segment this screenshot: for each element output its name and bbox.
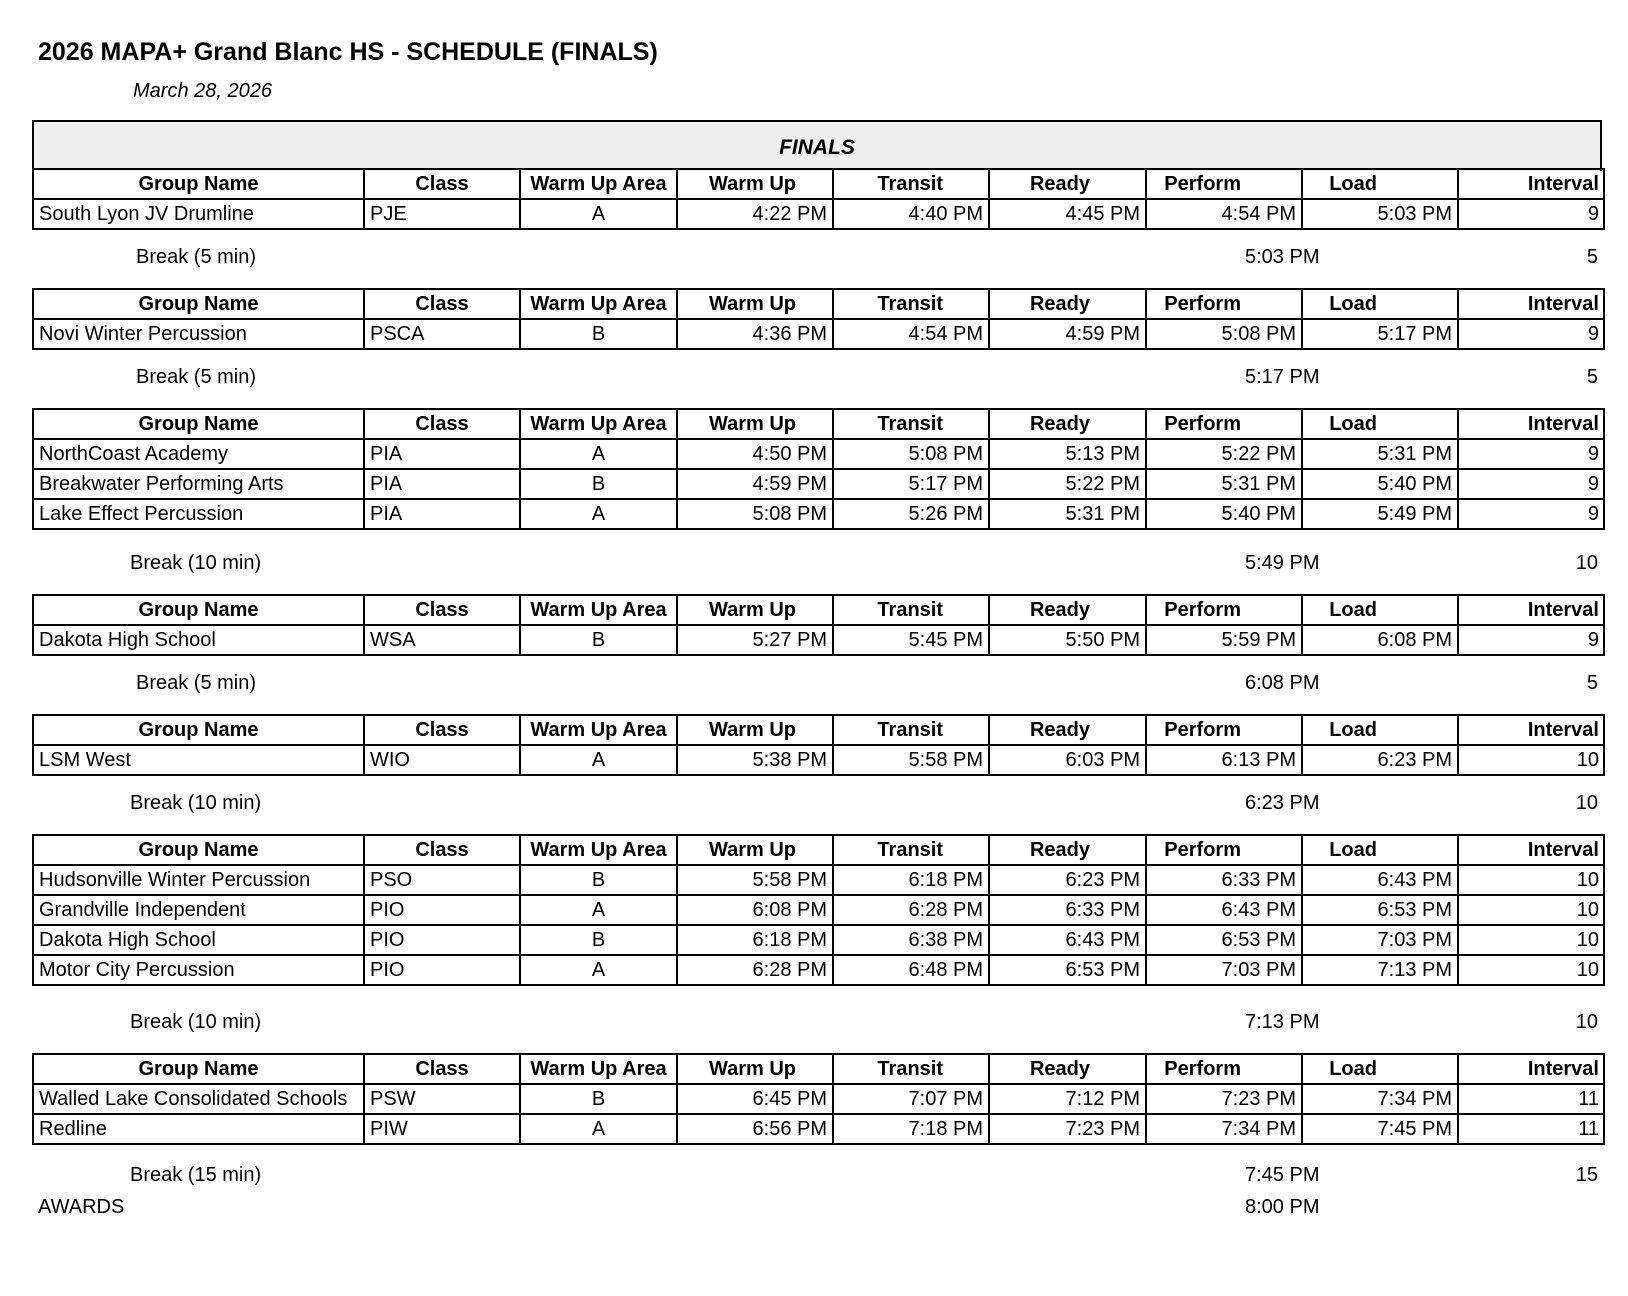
table-row bbox=[33, 895, 1604, 925]
schedule-block bbox=[32, 288, 1605, 350]
break-row bbox=[0, 792, 1628, 822]
warm-up-cell: 5:08 PM bbox=[677, 499, 833, 529]
load-cell: 5:49 PM bbox=[1302, 499, 1458, 529]
warm-up-cell: 6:08 PM bbox=[677, 895, 833, 925]
break-label: Break (10 min) bbox=[130, 1011, 262, 1033]
class-cell: PIW bbox=[364, 1114, 520, 1144]
ready-cell: 4:59 PM bbox=[989, 319, 1146, 349]
page-title: 2026 MAPA+ Grand Blanc HS - SCHEDULE (FINALS) bbox=[38, 38, 658, 66]
perform-cell: 6:43 PM bbox=[1146, 895, 1302, 925]
schedule-block bbox=[32, 168, 1605, 230]
column-header-ready: Ready bbox=[989, 595, 1146, 625]
column-header-warm-up-area: Warm Up Area bbox=[520, 595, 677, 625]
column-header-row bbox=[33, 169, 1604, 199]
warm-up-cell: 6:28 PM bbox=[677, 955, 833, 985]
table-row bbox=[33, 745, 1604, 775]
column-header-class: Class bbox=[364, 835, 520, 865]
group-name-cell: Motor City Percussion bbox=[33, 955, 364, 985]
schedule-block bbox=[32, 714, 1605, 776]
warm-up-cell: 6:45 PM bbox=[677, 1084, 833, 1114]
warm-up-cell: 4:22 PM bbox=[677, 199, 833, 229]
group-name-cell: NorthCoast Academy bbox=[33, 439, 364, 469]
schedule-block bbox=[32, 594, 1605, 656]
column-header-interval: Interval bbox=[1458, 595, 1604, 625]
break-interval: 10 bbox=[1575, 1011, 1598, 1033]
group-name-cell: Novi Winter Percussion bbox=[33, 319, 364, 349]
interval-cell: 10 bbox=[1458, 955, 1604, 985]
group-name-cell: South Lyon JV Drumline bbox=[33, 199, 364, 229]
column-header-warm-up-area: Warm Up Area bbox=[520, 1054, 677, 1084]
transit-cell: 5:58 PM bbox=[833, 745, 989, 775]
column-header-load: Load bbox=[1302, 289, 1458, 319]
ready-cell: 6:23 PM bbox=[989, 865, 1146, 895]
column-header-load: Load bbox=[1302, 835, 1458, 865]
column-header-perform: Perform bbox=[1146, 289, 1302, 319]
column-header-transit: Transit bbox=[833, 289, 989, 319]
break-interval: 10 bbox=[1575, 552, 1598, 574]
interval-cell: 11 bbox=[1458, 1084, 1604, 1114]
load-cell: 6:23 PM bbox=[1302, 745, 1458, 775]
class-cell: PSO bbox=[364, 865, 520, 895]
perform-cell: 5:31 PM bbox=[1146, 469, 1302, 499]
column-header-group-name: Group Name bbox=[33, 715, 364, 745]
break-time: 5:17 PM bbox=[1245, 366, 1320, 388]
transit-cell: 4:54 PM bbox=[833, 319, 989, 349]
load-cell: 6:43 PM bbox=[1302, 865, 1458, 895]
transit-cell: 6:18 PM bbox=[833, 865, 989, 895]
column-header-warm-up: Warm Up bbox=[677, 1054, 833, 1084]
column-header-class: Class bbox=[364, 409, 520, 439]
load-cell: 5:40 PM bbox=[1302, 469, 1458, 499]
ready-cell: 7:23 PM bbox=[989, 1114, 1146, 1144]
interval-cell: 9 bbox=[1458, 439, 1604, 469]
load-cell: 7:45 PM bbox=[1302, 1114, 1458, 1144]
perform-cell: 5:22 PM bbox=[1146, 439, 1302, 469]
perform-cell: 7:34 PM bbox=[1146, 1114, 1302, 1144]
warm-up-area-cell: A bbox=[520, 499, 677, 529]
column-header-ready: Ready bbox=[989, 1054, 1146, 1084]
break-row bbox=[0, 672, 1628, 702]
class-cell: PIA bbox=[364, 499, 520, 529]
schedule-block bbox=[32, 834, 1605, 986]
column-header-warm-up: Warm Up bbox=[677, 595, 833, 625]
column-header-warm-up: Warm Up bbox=[677, 409, 833, 439]
table-row bbox=[33, 865, 1604, 895]
group-name-cell: LSM West bbox=[33, 745, 364, 775]
column-header-transit: Transit bbox=[833, 409, 989, 439]
break-time: 7:13 PM bbox=[1245, 1011, 1320, 1033]
interval-cell: 9 bbox=[1458, 499, 1604, 529]
column-header-load: Load bbox=[1302, 595, 1458, 625]
break-row bbox=[0, 1011, 1628, 1041]
class-cell: PSW bbox=[364, 1084, 520, 1114]
awards-row bbox=[0, 1196, 1628, 1226]
column-header-transit: Transit bbox=[833, 169, 989, 199]
column-header-group-name: Group Name bbox=[33, 595, 364, 625]
perform-cell: 4:54 PM bbox=[1146, 199, 1302, 229]
ready-cell: 4:45 PM bbox=[989, 199, 1146, 229]
column-header-perform: Perform bbox=[1146, 595, 1302, 625]
column-header-transit: Transit bbox=[833, 595, 989, 625]
table-row bbox=[33, 925, 1604, 955]
ready-cell: 7:12 PM bbox=[989, 1084, 1146, 1114]
transit-cell: 5:08 PM bbox=[833, 439, 989, 469]
break-row bbox=[0, 552, 1628, 582]
interval-cell: 11 bbox=[1458, 1114, 1604, 1144]
interval-cell: 9 bbox=[1458, 199, 1604, 229]
warm-up-cell: 4:59 PM bbox=[677, 469, 833, 499]
table-row bbox=[33, 625, 1604, 655]
load-cell: 6:08 PM bbox=[1302, 625, 1458, 655]
transit-cell: 4:40 PM bbox=[833, 199, 989, 229]
transit-cell: 7:18 PM bbox=[833, 1114, 989, 1144]
ready-cell: 6:53 PM bbox=[989, 955, 1146, 985]
class-cell: PIO bbox=[364, 925, 520, 955]
warm-up-cell: 4:50 PM bbox=[677, 439, 833, 469]
column-header-row bbox=[33, 715, 1604, 745]
table-row bbox=[33, 199, 1604, 229]
break-label: Break (10 min) bbox=[130, 552, 262, 574]
break-label: Break (15 min) bbox=[130, 1164, 262, 1186]
class-cell: PIO bbox=[364, 955, 520, 985]
table-row bbox=[33, 499, 1604, 529]
warm-up-area-cell: B bbox=[520, 865, 677, 895]
column-header-load: Load bbox=[1302, 409, 1458, 439]
break-interval: 5 bbox=[1586, 672, 1598, 694]
group-name-cell: Dakota High School bbox=[33, 625, 364, 655]
class-cell: PSCA bbox=[364, 319, 520, 349]
break-interval: 5 bbox=[1586, 246, 1598, 268]
group-name-cell: Breakwater Performing Arts bbox=[33, 469, 364, 499]
awards-time: 8:00 PM bbox=[1245, 1196, 1320, 1218]
transit-cell: 5:45 PM bbox=[833, 625, 989, 655]
warm-up-cell: 5:58 PM bbox=[677, 865, 833, 895]
load-cell: 5:03 PM bbox=[1302, 199, 1458, 229]
column-header-ready: Ready bbox=[989, 715, 1146, 745]
class-cell: PIO bbox=[364, 895, 520, 925]
warm-up-cell: 5:27 PM bbox=[677, 625, 833, 655]
load-cell: 5:31 PM bbox=[1302, 439, 1458, 469]
ready-cell: 6:43 PM bbox=[989, 925, 1146, 955]
column-header-class: Class bbox=[364, 169, 520, 199]
column-header-transit: Transit bbox=[833, 1054, 989, 1084]
column-header-group-name: Group Name bbox=[33, 835, 364, 865]
group-name-cell: Grandville Independent bbox=[33, 895, 364, 925]
warm-up-area-cell: B bbox=[520, 319, 677, 349]
column-header-row bbox=[33, 289, 1604, 319]
break-time: 5:03 PM bbox=[1245, 246, 1320, 268]
table-row bbox=[33, 955, 1604, 985]
column-header-row bbox=[33, 835, 1604, 865]
break-label: Break (5 min) bbox=[136, 672, 257, 694]
finals-section-header: FINALS bbox=[32, 120, 1602, 171]
ready-cell: 6:33 PM bbox=[989, 895, 1146, 925]
group-name-cell: Dakota High School bbox=[33, 925, 364, 955]
class-cell: WIO bbox=[364, 745, 520, 775]
column-header-interval: Interval bbox=[1458, 289, 1604, 319]
table-row bbox=[33, 439, 1604, 469]
column-header-perform: Perform bbox=[1146, 169, 1302, 199]
table-row bbox=[33, 1114, 1604, 1144]
class-cell: PIA bbox=[364, 469, 520, 499]
column-header-interval: Interval bbox=[1458, 835, 1604, 865]
column-header-transit: Transit bbox=[833, 715, 989, 745]
warm-up-cell: 6:18 PM bbox=[677, 925, 833, 955]
column-header-load: Load bbox=[1302, 715, 1458, 745]
column-header-warm-up-area: Warm Up Area bbox=[520, 835, 677, 865]
break-row bbox=[0, 366, 1628, 396]
perform-cell: 5:08 PM bbox=[1146, 319, 1302, 349]
column-header-interval: Interval bbox=[1458, 1054, 1604, 1084]
break-label: Break (5 min) bbox=[136, 366, 257, 388]
column-header-perform: Perform bbox=[1146, 715, 1302, 745]
interval-cell: 9 bbox=[1458, 469, 1604, 499]
column-header-warm-up-area: Warm Up Area bbox=[520, 289, 677, 319]
ready-cell: 5:22 PM bbox=[989, 469, 1146, 499]
group-name-cell: Hudsonville Winter Percussion bbox=[33, 865, 364, 895]
warm-up-cell: 5:38 PM bbox=[677, 745, 833, 775]
perform-cell: 5:59 PM bbox=[1146, 625, 1302, 655]
table-row bbox=[33, 1084, 1604, 1114]
column-header-transit: Transit bbox=[833, 835, 989, 865]
transit-cell: 5:26 PM bbox=[833, 499, 989, 529]
break-interval: 5 bbox=[1586, 366, 1598, 388]
column-header-ready: Ready bbox=[989, 289, 1146, 319]
break-time: 6:23 PM bbox=[1245, 792, 1320, 814]
interval-cell: 10 bbox=[1458, 895, 1604, 925]
column-header-ready: Ready bbox=[989, 409, 1146, 439]
group-name-cell: Lake Effect Percussion bbox=[33, 499, 364, 529]
column-header-interval: Interval bbox=[1458, 409, 1604, 439]
column-header-row bbox=[33, 595, 1604, 625]
warm-up-area-cell: B bbox=[520, 625, 677, 655]
column-header-warm-up: Warm Up bbox=[677, 169, 833, 199]
column-header-load: Load bbox=[1302, 169, 1458, 199]
group-name-cell: Redline bbox=[33, 1114, 364, 1144]
interval-cell: 10 bbox=[1458, 865, 1604, 895]
break-label: Break (5 min) bbox=[136, 246, 257, 268]
break-time: 6:08 PM bbox=[1245, 672, 1320, 694]
break-time: 5:49 PM bbox=[1245, 552, 1320, 574]
load-cell: 5:17 PM bbox=[1302, 319, 1458, 349]
schedule-block bbox=[32, 408, 1605, 530]
ready-cell: 5:31 PM bbox=[989, 499, 1146, 529]
warm-up-cell: 4:36 PM bbox=[677, 319, 833, 349]
column-header-class: Class bbox=[364, 715, 520, 745]
break-row bbox=[0, 246, 1628, 276]
ready-cell: 5:13 PM bbox=[989, 439, 1146, 469]
column-header-warm-up-area: Warm Up Area bbox=[520, 715, 677, 745]
ready-cell: 5:50 PM bbox=[989, 625, 1146, 655]
perform-cell: 5:40 PM bbox=[1146, 499, 1302, 529]
interval-cell: 10 bbox=[1458, 925, 1604, 955]
awards-label: AWARDS bbox=[38, 1196, 125, 1218]
interval-cell: 10 bbox=[1458, 745, 1604, 775]
load-cell: 7:34 PM bbox=[1302, 1084, 1458, 1114]
column-header-perform: Perform bbox=[1146, 409, 1302, 439]
table-row bbox=[33, 319, 1604, 349]
load-cell: 6:53 PM bbox=[1302, 895, 1458, 925]
column-header-warm-up: Warm Up bbox=[677, 289, 833, 319]
break-row bbox=[0, 1164, 1628, 1194]
column-header-class: Class bbox=[364, 595, 520, 625]
class-cell: PJE bbox=[364, 199, 520, 229]
column-header-load: Load bbox=[1302, 1054, 1458, 1084]
perform-cell: 6:13 PM bbox=[1146, 745, 1302, 775]
column-header-perform: Perform bbox=[1146, 835, 1302, 865]
load-cell: 7:13 PM bbox=[1302, 955, 1458, 985]
interval-cell: 9 bbox=[1458, 319, 1604, 349]
column-header-warm-up: Warm Up bbox=[677, 715, 833, 745]
column-header-interval: Interval bbox=[1458, 169, 1604, 199]
column-header-group-name: Group Name bbox=[33, 409, 364, 439]
perform-cell: 6:53 PM bbox=[1146, 925, 1302, 955]
warm-up-area-cell: A bbox=[520, 745, 677, 775]
interval-cell: 9 bbox=[1458, 625, 1604, 655]
warm-up-area-cell: A bbox=[520, 1114, 677, 1144]
warm-up-area-cell: A bbox=[520, 199, 677, 229]
warm-up-area-cell: B bbox=[520, 925, 677, 955]
column-header-class: Class bbox=[364, 289, 520, 319]
ready-cell: 6:03 PM bbox=[989, 745, 1146, 775]
warm-up-cell: 6:56 PM bbox=[677, 1114, 833, 1144]
column-header-warm-up-area: Warm Up Area bbox=[520, 169, 677, 199]
column-header-row bbox=[33, 1054, 1604, 1084]
class-cell: PIA bbox=[364, 439, 520, 469]
perform-cell: 6:33 PM bbox=[1146, 865, 1302, 895]
schedule-block bbox=[32, 1053, 1605, 1145]
load-cell: 7:03 PM bbox=[1302, 925, 1458, 955]
warm-up-area-cell: B bbox=[520, 1084, 677, 1114]
break-interval: 10 bbox=[1575, 792, 1598, 814]
perform-cell: 7:03 PM bbox=[1146, 955, 1302, 985]
perform-cell: 7:23 PM bbox=[1146, 1084, 1302, 1114]
column-header-group-name: Group Name bbox=[33, 169, 364, 199]
column-header-ready: Ready bbox=[989, 169, 1146, 199]
column-header-ready: Ready bbox=[989, 835, 1146, 865]
transit-cell: 6:48 PM bbox=[833, 955, 989, 985]
transit-cell: 5:17 PM bbox=[833, 469, 989, 499]
transit-cell: 7:07 PM bbox=[833, 1084, 989, 1114]
column-header-row bbox=[33, 409, 1604, 439]
group-name-cell: Walled Lake Consolidated Schools bbox=[33, 1084, 364, 1114]
break-time: 7:45 PM bbox=[1245, 1164, 1320, 1186]
break-label: Break (10 min) bbox=[130, 792, 262, 814]
warm-up-area-cell: B bbox=[520, 469, 677, 499]
column-header-group-name: Group Name bbox=[33, 289, 364, 319]
column-header-group-name: Group Name bbox=[33, 1054, 364, 1084]
transit-cell: 6:38 PM bbox=[833, 925, 989, 955]
warm-up-area-cell: A bbox=[520, 439, 677, 469]
column-header-perform: Perform bbox=[1146, 1054, 1302, 1084]
warm-up-area-cell: A bbox=[520, 895, 677, 925]
column-header-warm-up: Warm Up bbox=[677, 835, 833, 865]
break-interval: 15 bbox=[1575, 1164, 1598, 1186]
table-row bbox=[33, 469, 1604, 499]
warm-up-area-cell: A bbox=[520, 955, 677, 985]
column-header-interval: Interval bbox=[1458, 715, 1604, 745]
event-date: March 28, 2026 bbox=[133, 80, 272, 102]
column-header-class: Class bbox=[364, 1054, 520, 1084]
transit-cell: 6:28 PM bbox=[833, 895, 989, 925]
column-header-warm-up-area: Warm Up Area bbox=[520, 409, 677, 439]
class-cell: WSA bbox=[364, 625, 520, 655]
